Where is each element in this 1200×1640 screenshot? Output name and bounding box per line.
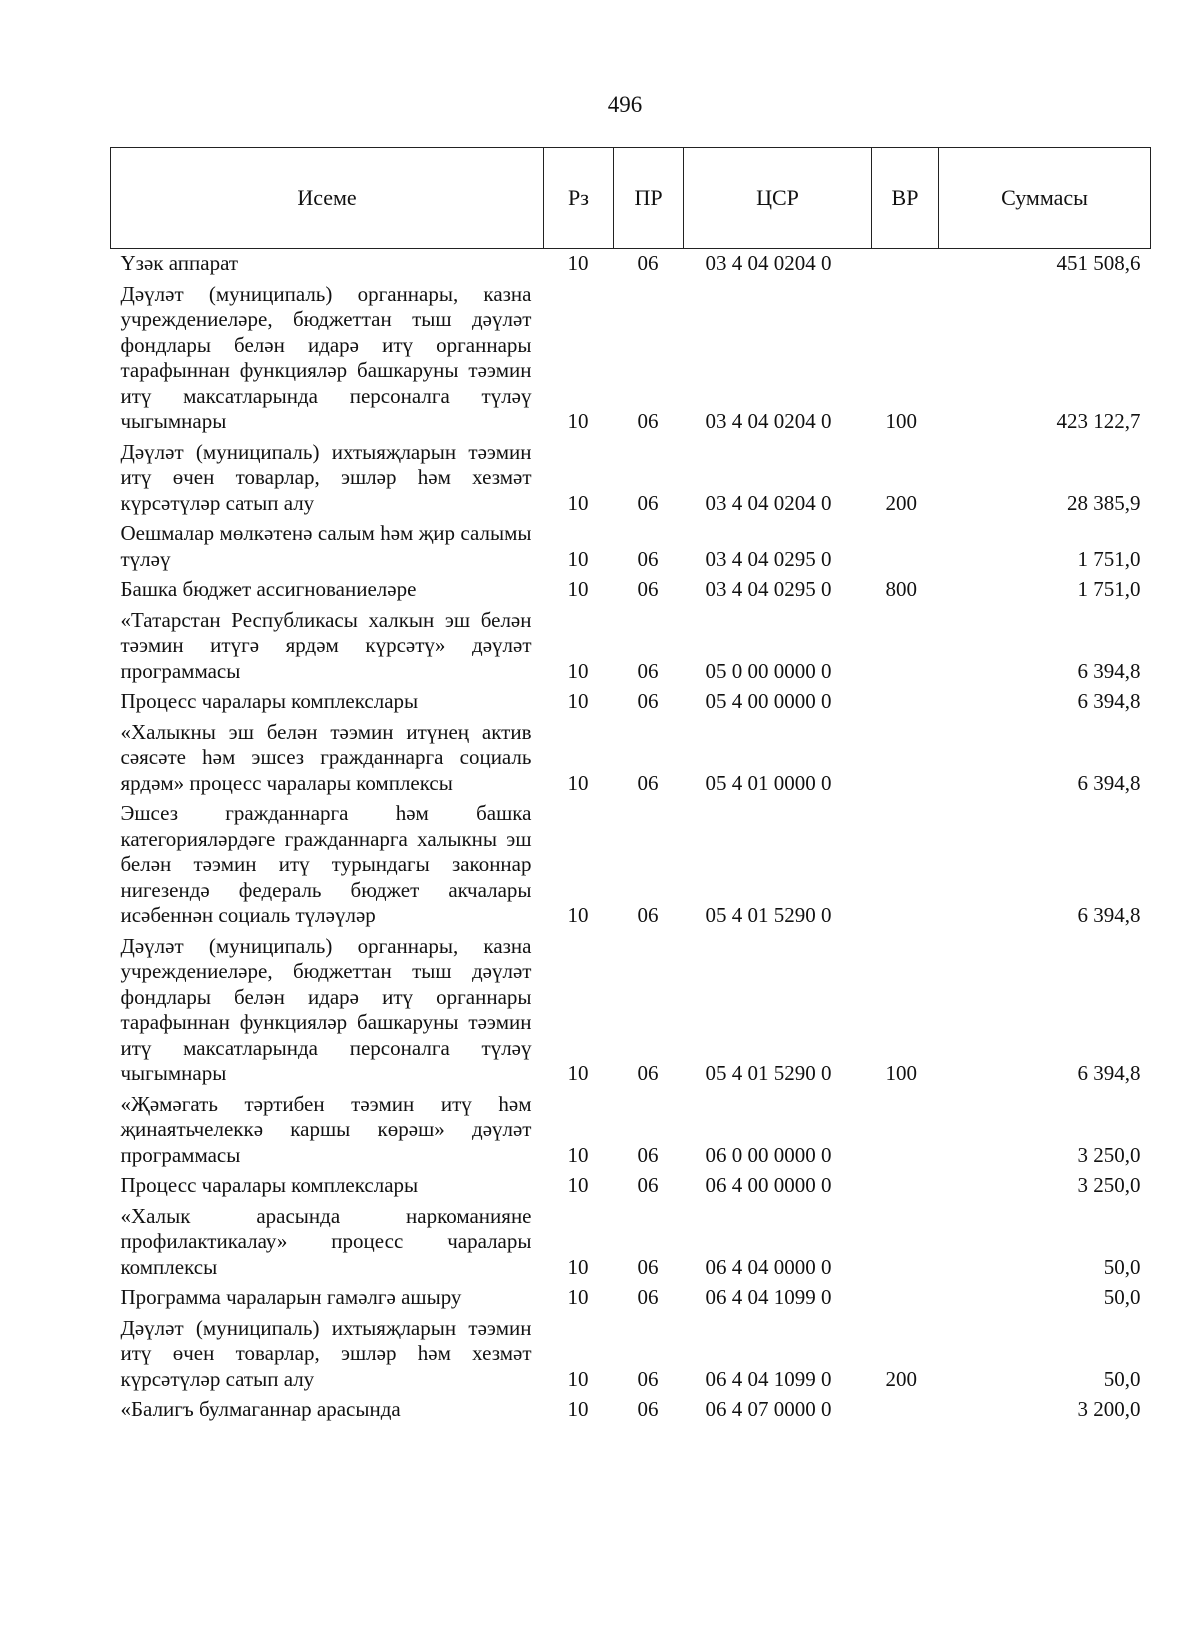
row-pr: 06: [637, 1173, 659, 1197]
table-body: [111, 249, 1151, 1428]
row-rz: 10: [567, 1254, 589, 1279]
row-name: Оешмалар мөлкәтенә салым һәм җир салымы түләү: [120, 521, 532, 571]
row-csr: 05 4 01 5290 0: [705, 1061, 832, 1085]
row-vr: [872, 1092, 939, 1174]
row-sum: 6 394,8: [1077, 1061, 1141, 1085]
row-pr: 06: [637, 1397, 659, 1421]
row-sum: 6 394,8: [1077, 770, 1141, 795]
row-rz: 10: [567, 409, 589, 433]
row-rz: 10: [567, 577, 589, 601]
row-csr: 03 4 04 0204 0: [705, 251, 832, 275]
row-vr: [872, 1285, 939, 1316]
row-name: «Татарстан Республикасы халкын эш белән тәэмин итүгә ярдәм күрсәтү» дәүләт программасы: [120, 607, 532, 683]
table-row: [111, 1092, 1151, 1174]
page-number: 496: [607, 92, 643, 117]
row-vr: [872, 1397, 939, 1428]
row-rz: 10: [567, 1397, 589, 1421]
row-rz: 10: [567, 689, 589, 713]
row-csr: 06 4 04 0000 0: [705, 1254, 832, 1279]
table-row: [111, 608, 1151, 690]
row-csr: 05 0 00 0000 0: [705, 658, 832, 683]
table-row: [111, 521, 1151, 577]
row-vr: [872, 249, 939, 282]
table-row: [111, 1204, 1151, 1286]
table-row: [111, 249, 1151, 282]
header-name: Исеме: [111, 148, 544, 249]
row-csr: 05 4 01 0000 0: [705, 770, 832, 795]
row-pr: 06: [637, 577, 659, 601]
row-vr: [872, 720, 939, 802]
row-pr: 06: [637, 1142, 659, 1167]
row-vr: [872, 608, 939, 690]
row-vr: [872, 1173, 939, 1204]
row-sum: 6 394,8: [1077, 658, 1141, 683]
row-sum: 6 394,8: [1077, 689, 1141, 713]
table-row: [111, 720, 1151, 802]
row-pr: 06: [637, 658, 659, 683]
row-vr: [872, 1204, 939, 1286]
row-rz: 10: [567, 1285, 589, 1309]
header-csr: ЦСР: [684, 148, 872, 249]
row-pr: 06: [637, 251, 659, 275]
row-name: Дәүләт (муниципаль) ихтыяҗларын тәэмин итү өчен товарлар, эшләр һәм хезмәт күрсәтүләр сатып алу: [120, 439, 532, 515]
table-row: [111, 440, 1151, 522]
row-pr: 06: [637, 1254, 659, 1279]
row-rz: 10: [567, 770, 589, 795]
table-header: [111, 148, 1151, 249]
row-sum: 451 508,6: [1056, 251, 1141, 275]
row-rz: 10: [567, 490, 589, 515]
row-name: Башка бюджет ассигнованиеләре: [120, 577, 417, 601]
table-row: [111, 577, 1151, 608]
row-sum: 50,0: [1103, 1366, 1141, 1391]
row-name: «Балигъ булмаганнар арасында: [120, 1397, 401, 1421]
row-name: Процесс чаралары комплекслары: [120, 689, 419, 713]
row-vr: [872, 801, 939, 934]
row-name: «Халыкны эш белән тәэмин итүнең актив сәясәте һәм эшсез гражданнарга социаль ярдәм» процесс чаралары комплексы: [120, 719, 532, 795]
row-pr: 06: [637, 1061, 659, 1085]
row-csr: 05 4 01 5290 0: [705, 903, 832, 927]
table-row: [111, 689, 1151, 720]
row-sum: 50,0: [1103, 1285, 1141, 1309]
row-pr: 06: [637, 689, 659, 713]
row-vr: 200: [885, 1366, 917, 1391]
row-rz: 10: [567, 1173, 589, 1197]
header-vr: ВР: [872, 148, 939, 249]
row-pr: 06: [637, 490, 659, 515]
row-vr: 200: [885, 490, 917, 515]
row-rz: 10: [567, 903, 589, 927]
row-sum: 1 751,0: [1077, 546, 1141, 571]
row-vr: 100: [885, 409, 917, 433]
row-sum: 423 122,7: [1056, 409, 1141, 433]
row-pr: 06: [637, 903, 659, 927]
row-rz: 10: [567, 251, 589, 275]
row-name: Дәүләт (муниципаль) органнары, казна учреждениеләре, бюджеттан тыш дәүләт фондлары белән идарә итү органнары тарафыннан функцияләр башкаруны тәэмин итү максатларында персоналга түләү чыгымнары: [120, 281, 532, 433]
row-pr: 06: [637, 546, 659, 571]
table-row: [111, 1397, 1151, 1428]
row-sum: 3 250,0: [1077, 1173, 1141, 1197]
row-rz: 10: [567, 658, 589, 683]
row-csr: 03 4 04 0204 0: [705, 490, 832, 515]
row-name: Дәүләт (муниципаль) ихтыяҗларын тәэмин итү өчен товарлар, эшләр һәм хезмәт күрсәтүләр сатып алу: [120, 1315, 532, 1391]
row-csr: 06 4 04 1099 0: [705, 1366, 832, 1391]
row-sum: 6 394,8: [1077, 903, 1141, 927]
row-rz: 10: [567, 1061, 589, 1085]
row-csr: 06 0 00 0000 0: [705, 1142, 832, 1167]
table-row: [111, 282, 1151, 440]
budget-table: [110, 147, 1151, 1428]
row-name: Процесс чаралары комплекслары: [120, 1173, 419, 1197]
row-name: «Халык арасында наркоманияне профилактикалау» процесс чаралары комплексы: [120, 1203, 532, 1279]
table-row: [111, 1285, 1151, 1316]
header-sum: Суммасы: [939, 148, 1151, 249]
row-csr: 06 4 04 1099 0: [705, 1285, 832, 1309]
row-name: Үзәк аппарат: [120, 251, 239, 275]
row-vr: [872, 521, 939, 577]
row-rz: 10: [567, 1142, 589, 1167]
row-pr: 06: [637, 1366, 659, 1391]
row-vr: [872, 689, 939, 720]
row-pr: 06: [637, 409, 659, 433]
row-csr: 05 4 00 0000 0: [705, 689, 832, 713]
header-rz: Рз: [544, 148, 614, 249]
row-vr: 100: [885, 1061, 917, 1085]
row-name: Программа чараларын гамәлгә ашыру: [120, 1285, 462, 1309]
row-csr: 06 4 00 0000 0: [705, 1173, 832, 1197]
row-csr: 06 4 07 0000 0: [705, 1397, 832, 1421]
row-name: Дәүләт (муниципаль) органнары, казна учреждениеләре, бюджеттан тыш дәүләт фондлары белән идарә итү органнары тарафыннан функцияләр башкаруны тәэмин итү максатларында персоналга түләү чыгымнары: [120, 933, 532, 1085]
row-pr: 06: [637, 1285, 659, 1309]
table-row: [111, 801, 1151, 934]
table-row: [111, 1316, 1151, 1398]
header-pr: ПР: [614, 148, 684, 249]
row-csr: 03 4 04 0295 0: [705, 577, 832, 601]
table-row: [111, 934, 1151, 1092]
row-csr: 03 4 04 0295 0: [705, 546, 832, 571]
row-sum: 50,0: [1103, 1254, 1141, 1279]
table-row: [111, 1173, 1151, 1204]
row-rz: 10: [567, 1366, 589, 1391]
row-name: Эшсез гражданнарга һәм башка категорияләрдәге гражданнарга халыкны эш белән тәэмин итү турындагы законнар нигезендә федераль бюджет акчалары исәбеннән социаль түләүләр: [120, 801, 532, 927]
row-csr: 03 4 04 0204 0: [705, 409, 832, 433]
row-sum: 28 385,9: [1067, 490, 1141, 515]
row-sum: 3 250,0: [1077, 1142, 1141, 1167]
row-name: «Җәмәгать тәртибен тәэмин итү һәм җинаятьчелеккә каршы көрәш» дәүләт программасы: [120, 1091, 532, 1167]
row-sum: 3 200,0: [1077, 1397, 1141, 1421]
row-vr: 800: [885, 577, 917, 601]
row-pr: 06: [637, 770, 659, 795]
row-sum: 1 751,0: [1077, 577, 1141, 601]
row-rz: 10: [567, 546, 589, 571]
